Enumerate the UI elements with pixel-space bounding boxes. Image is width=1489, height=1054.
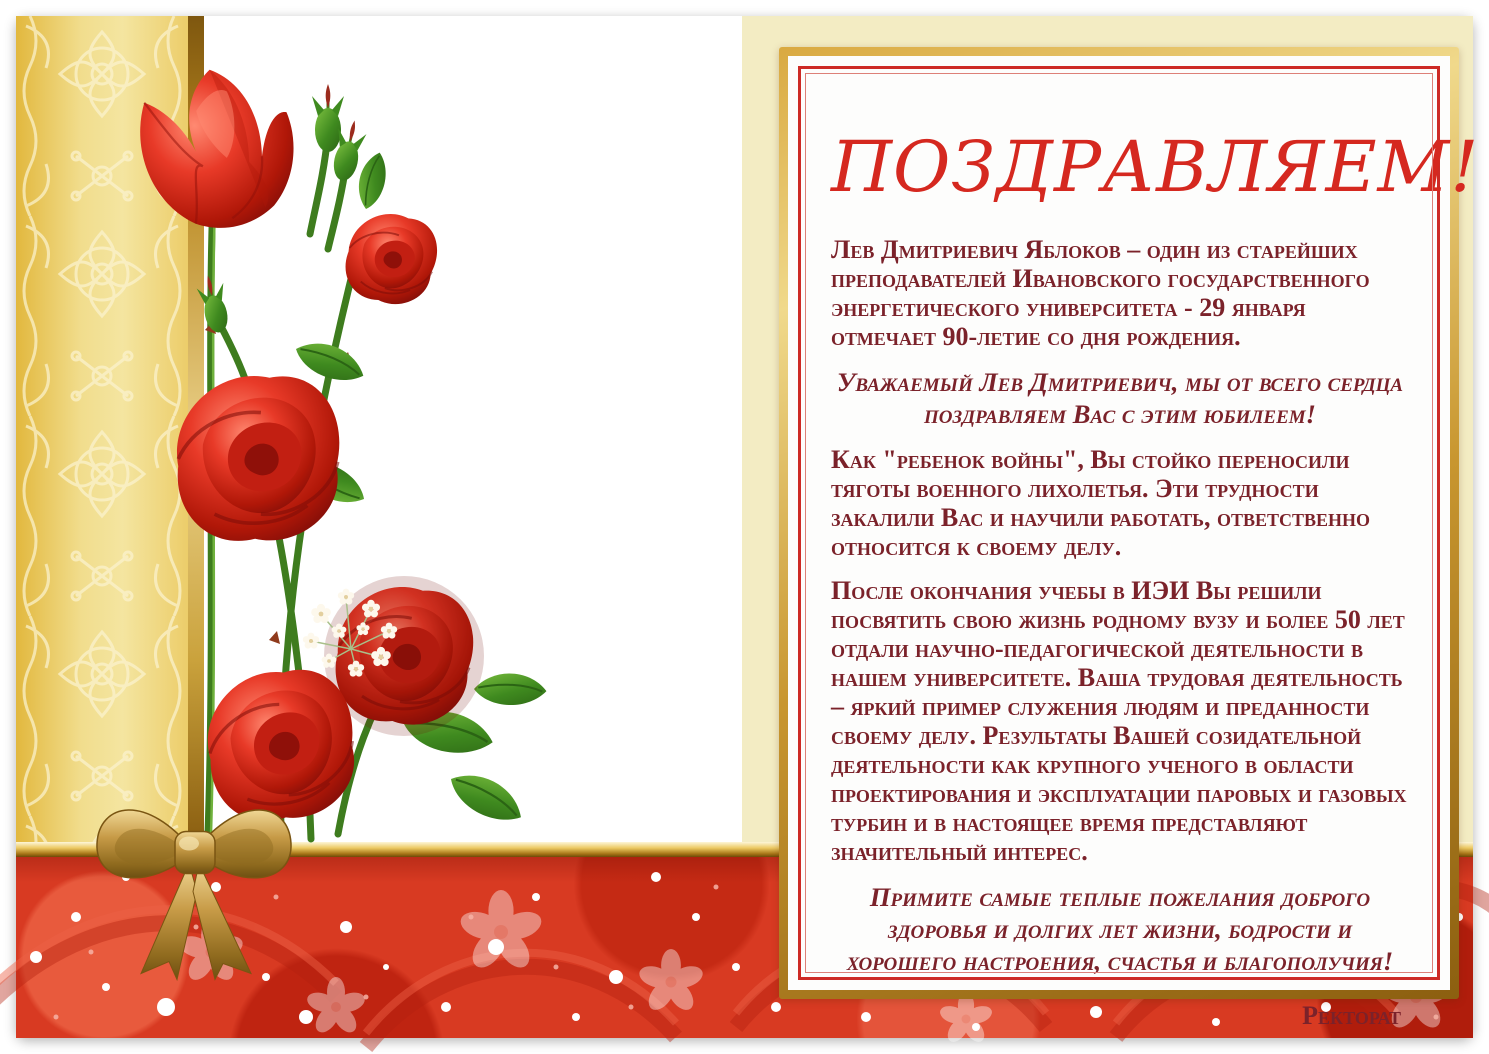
- paragraph-career: После окончания учебы в ИЭИ Вы решили посвятить свою жизнь родному вузу и более 50 лет отдали научно-педагогической деятельности в нашем университете. Ваша трудовая деятельность – яркий пример служения людям и преданности своему делу. Результаты Вашей созидательной деятельности как крупного ученого в области проектирования и эксплуатации паровых и газовых турбин и в настоящее время представляют значительный интерес.: [831, 576, 1407, 866]
- paragraph-intro: Лев Дмитриевич Яблоков – один из старейших преподавателей Ивановского государственного энергетического университета - 29 января отмечает 90-летие со дня рождения.: [831, 235, 1370, 351]
- gold-bow-icon: [91, 749, 301, 984]
- signature: Ректорат: [1302, 1001, 1401, 1030]
- panel-inner: [788, 56, 1480, 1030]
- rose-bouquet-illustration: [66, 34, 566, 864]
- red-frame: [798, 66, 1480, 1030]
- card-title: ПОЗДРАВЛЯЕМ!: [831, 126, 1480, 208]
- greeting-panel: [779, 47, 1480, 1030]
- greeting-card: [16, 16, 1480, 1038]
- paragraph-war-childhood: Как "ребенок войны", Вы стойко переносили тяготы военного лихолетья. Эти трудности закалили Вас и научили работать, ответственно относится к своему делу.: [831, 445, 1371, 561]
- paragraph-address: Уважаемый Лев Дмитриевич, мы от всего сердца поздравляем Вас с этим юбилеем!: [836, 367, 1404, 429]
- paragraph-wishes: Примите самые теплые пожелания доброго здоровья и долгих лет жизни, бодрости и хорошего настроения, счастья и благополучия!: [846, 882, 1394, 976]
